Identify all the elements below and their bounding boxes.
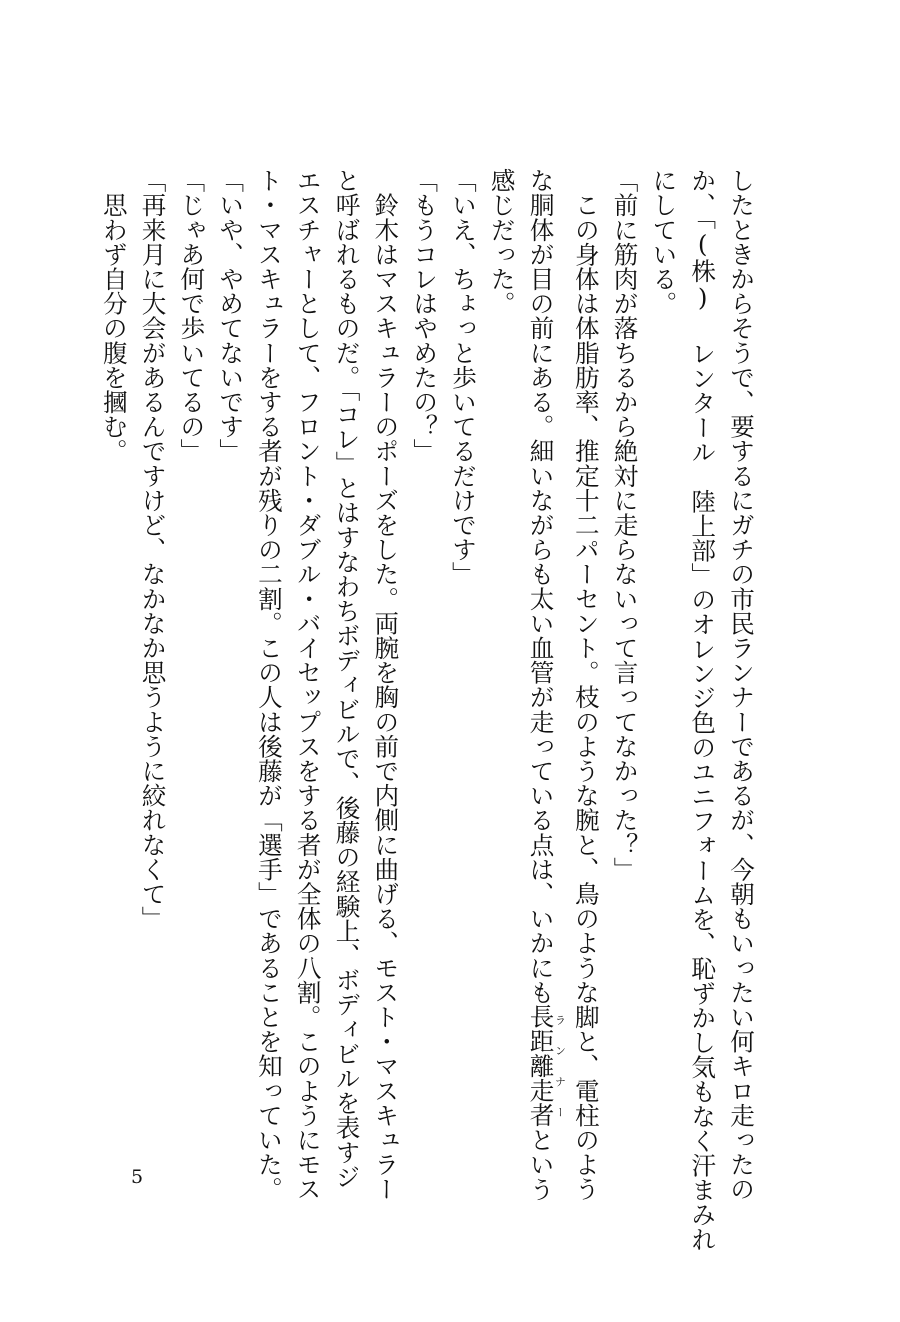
text-line: と呼ばれるものだ。「コレ」とはすなわちボディビルで、後藤の経験上、ボディビルを表すジ [332,168,362,1189]
ruby-line-before: な胴体が目の前にある。細いながらも太い血管が走っている点は、いかにも [526,168,556,1005]
text-line: ト・マスキュラーをする者が残りの二割。この人は後藤が「選手」であることを知っていた。 [254,168,284,1202]
text-line: 鈴木はマスキュラーのポーズをした。両腕を胸の前で内側に曲げる、モスト・マスキュラー [371,168,401,1202]
text-line: 「再来月に大会があるんですけど、なかなか思うように絞れなくて」 [138,168,168,931]
text-line-with-ruby [521,168,567,1202]
text-line: 「もうコレはやめたの？」 [410,168,440,464]
text-line: か、「(株) レンタール 陸上部」のオレンジ色のユニフォームを、恥ずかし気もなく汗まみれ [688,168,718,1252]
ruby-reading: ランナー [553,1004,567,1128]
text-line: この身体は体脂肪率、推定十二パーセント。枝のような腕と、鳥のような脚と、電柱のよう [571,168,601,1202]
furigana [526,1004,567,1128]
text-line: にしている。 [649,168,679,316]
body-text [94,168,760,1252]
page-number: 5 [131,1166,144,1188]
text-line: 「いや、やめてないです」 [216,168,246,464]
text-line: 思わず自分の腹を摑む。 [99,168,129,464]
text-line: 「じゃあ何で歩いてるの」 [177,168,207,464]
text-line: 「前に筋肉が落ちるから絶対に走らないって言ってなかった？」 [610,168,640,882]
text-line: したときからそうで、要するにガチの市民ランナーであるが、今朝もいったい何キロ走ったの [727,168,756,1202]
text-line: 「いえ、ちょっと歩いてるだけです」 [448,168,478,587]
ruby-base: 長距離走者 [526,1004,556,1128]
text-line: エスチャーとして、フロント・ダブル・バイセップスをする者が全体の八割。このようにモス [293,168,323,1202]
ruby-line-after: という [526,1127,556,1202]
text-line: 感じだった。 [487,168,517,316]
